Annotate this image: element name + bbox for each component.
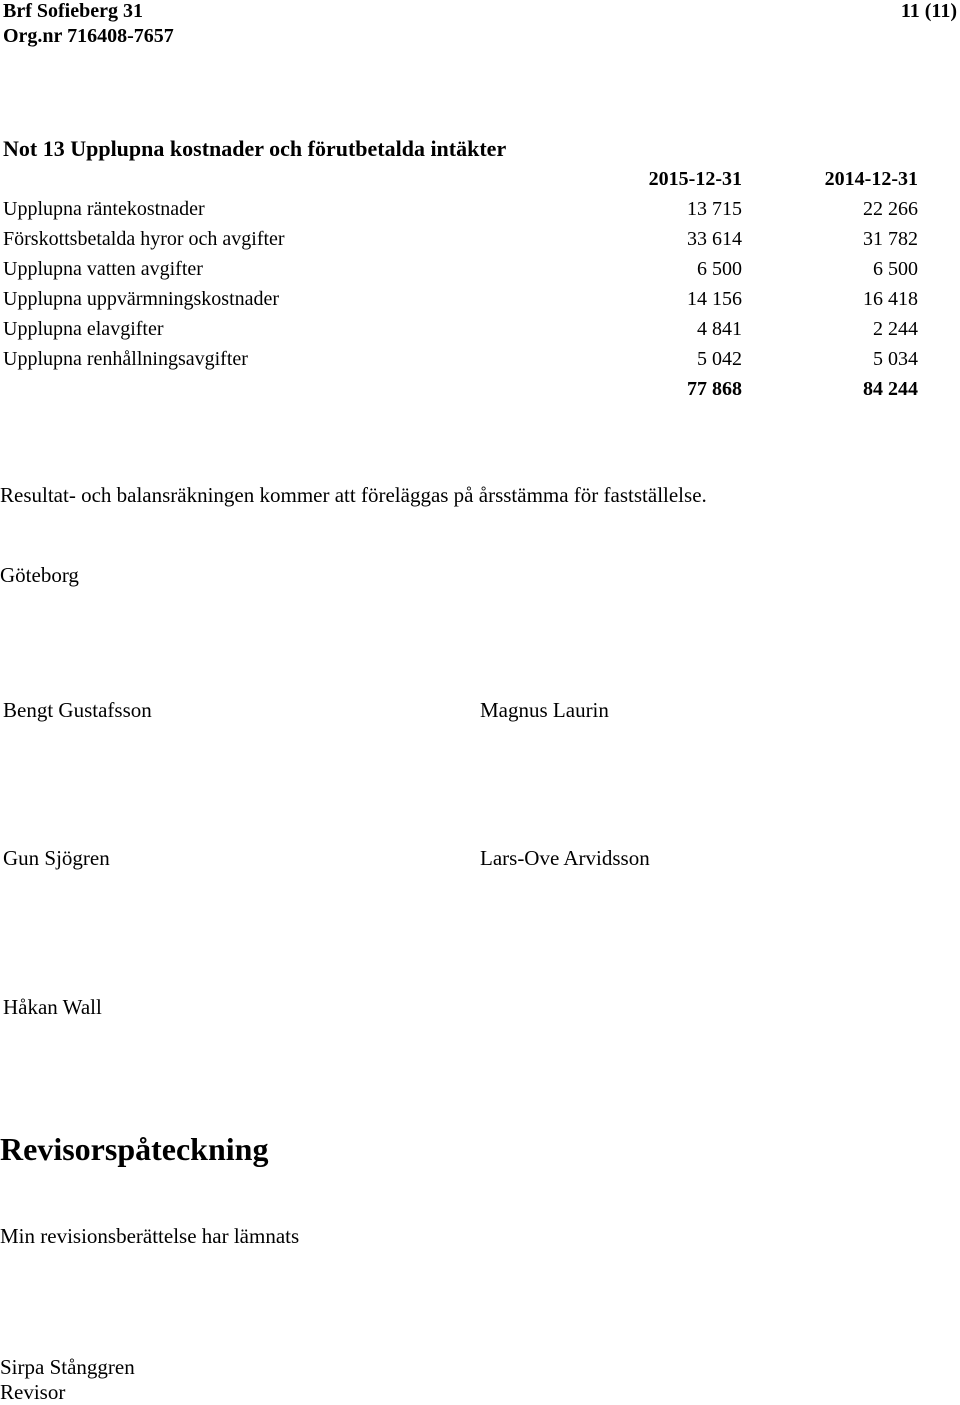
row-value-2015: 5 042 <box>697 348 742 370</box>
column-header-2014: 2014-12-31 <box>824 168 918 190</box>
total-2015: 77 868 <box>687 378 742 400</box>
column-header-2015: 2015-12-31 <box>648 168 742 190</box>
table-row <box>0 258 960 288</box>
auditor-role: Revisor <box>0 1380 66 1404</box>
row-value-2014: 6 500 <box>873 258 918 280</box>
note-title: Not 13 Upplupna kostnader och förutbetalda intäkter <box>3 136 507 161</box>
row-label: Upplupna vatten avgifter <box>3 258 203 280</box>
row-label: Upplupna uppvärmningskostnader <box>3 288 280 310</box>
signature-name: Bengt Gustafsson <box>3 698 152 722</box>
row-label: Upplupna räntekostnader <box>3 198 205 220</box>
row-value-2014: 31 782 <box>863 228 918 250</box>
signature-name: Håkan Wall <box>3 995 102 1019</box>
place: Göteborg <box>0 563 79 587</box>
org-name: Brf Sofieberg 31 <box>3 0 143 22</box>
table-row <box>0 228 960 258</box>
row-label: Upplupna renhållningsavgifter <box>3 348 248 370</box>
signature-name: Gun Sjögren <box>3 846 110 870</box>
adoption-statement: Resultat- och balansräkningen kommer att föreläggas på årsstämma för fastställelse. <box>0 483 707 507</box>
org-number: Org.nr 716408-7657 <box>3 25 174 47</box>
table-row <box>0 348 960 378</box>
auditor-heading: Revisorspåteckning <box>0 1131 269 1167</box>
signature-name: Lars-Ove Arvidsson <box>480 846 650 870</box>
row-value-2014: 2 244 <box>873 318 918 340</box>
row-value-2015: 14 156 <box>687 288 742 310</box>
row-value-2015: 33 614 <box>687 228 742 250</box>
table-row <box>0 198 960 228</box>
auditor-name: Sirpa Stånggren <box>0 1355 135 1379</box>
row-label: Upplupna elavgifter <box>3 318 164 340</box>
total-2014: 84 244 <box>863 378 918 400</box>
row-value-2015: 6 500 <box>697 258 742 280</box>
row-value-2015: 4 841 <box>697 318 742 340</box>
auditor-text: Min revisionsberättelse har lämnats <box>0 1224 300 1248</box>
row-value-2015: 13 715 <box>687 198 742 220</box>
page-number: 11 (11) <box>900 0 957 22</box>
row-label: Förskottsbetalda hyror och avgifter <box>3 228 285 250</box>
row-value-2014: 5 034 <box>873 348 918 370</box>
row-value-2014: 22 266 <box>863 198 918 220</box>
table-total-row <box>0 378 960 408</box>
table-row <box>0 318 960 348</box>
row-value-2014: 16 418 <box>863 288 918 310</box>
note-table <box>0 198 960 408</box>
table-row <box>0 288 960 318</box>
signature-name: Magnus Laurin <box>480 698 609 722</box>
